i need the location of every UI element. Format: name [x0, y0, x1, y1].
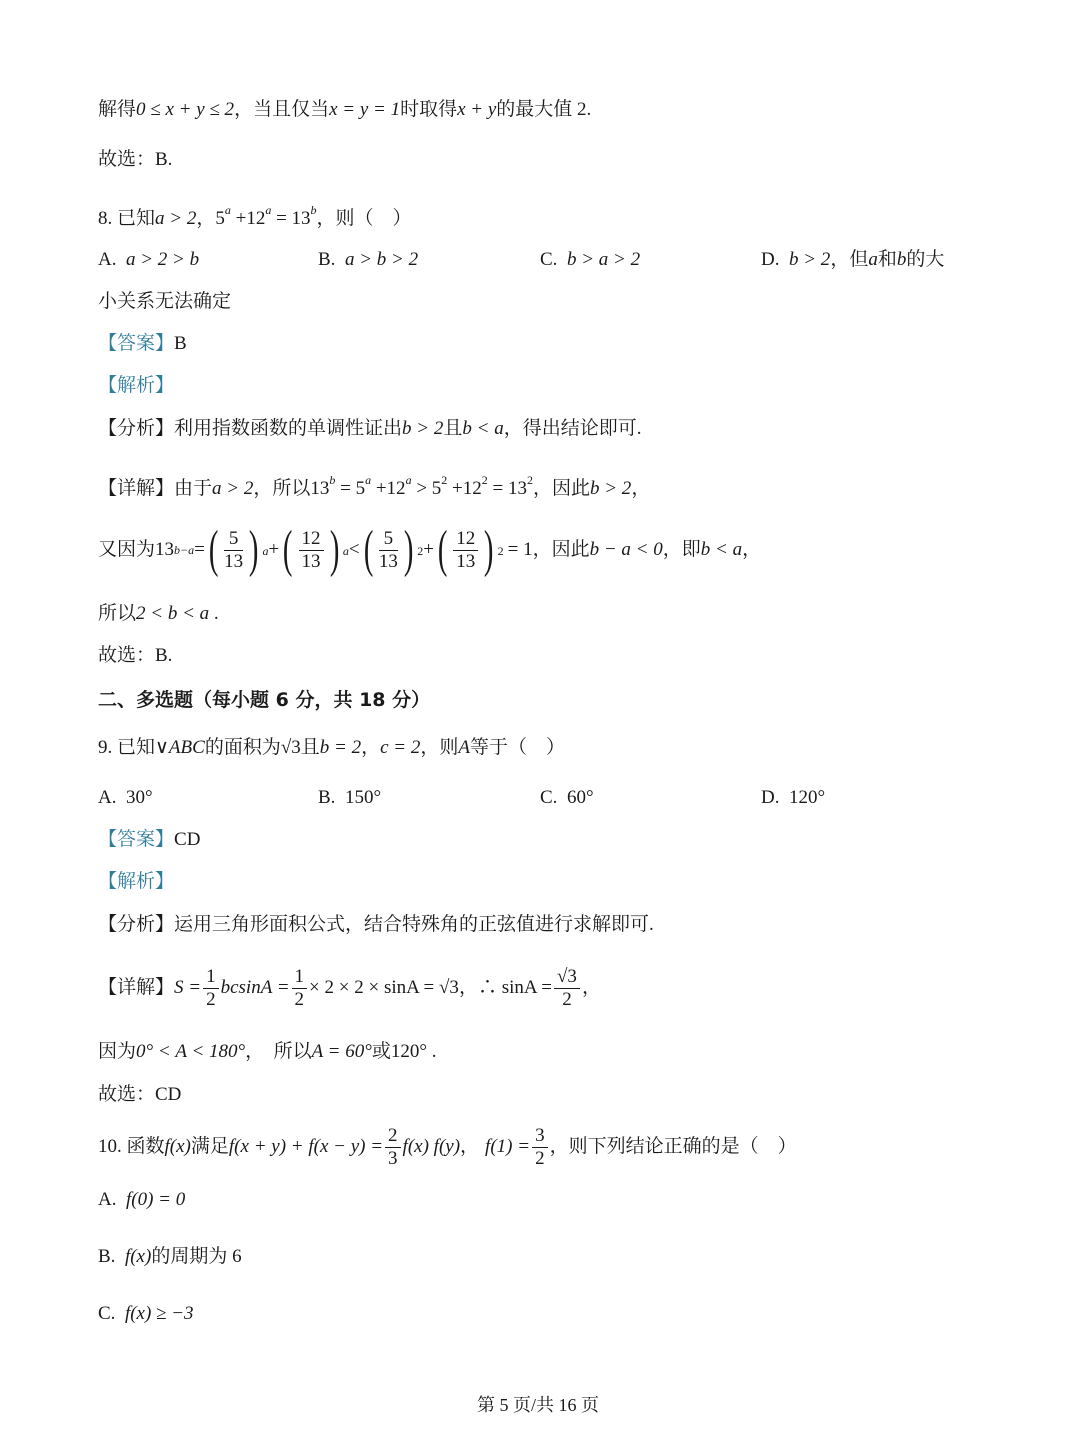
math-expression: b > 2	[402, 418, 444, 439]
option-label: B.	[318, 787, 336, 808]
fraction	[203, 966, 219, 1011]
denominator: 13	[378, 550, 398, 572]
question-9	[98, 734, 565, 762]
option-text: a > 2 > b	[125, 249, 200, 270]
left-paren: (	[437, 521, 448, 578]
math-operator: +	[268, 539, 280, 560]
option-d-continued: 小关系无法确定	[98, 291, 232, 312]
fraction	[385, 1125, 401, 1170]
left-paren: (	[283, 521, 293, 578]
option-text: b > a > 2	[566, 249, 641, 270]
math-expression: c = 2	[380, 737, 421, 758]
text: ，因此	[532, 478, 590, 499]
math-equation: x = y = 1	[329, 99, 401, 120]
text: ，	[742, 539, 762, 560]
math-exponent: a	[262, 544, 269, 558]
math-exponent: b−a	[174, 543, 195, 557]
question-number: 10. 函数	[98, 1136, 165, 1157]
answer-8	[98, 330, 187, 358]
fraction	[554, 966, 580, 1011]
option-a	[98, 246, 199, 274]
math-expression: x + y	[457, 99, 497, 120]
math: +12	[371, 478, 406, 499]
math-exponent: 2	[526, 473, 533, 487]
right-paren: )	[249, 521, 259, 578]
text: ，所以	[253, 478, 311, 499]
math: × 2 × 2 × sinA = √3	[309, 977, 459, 998]
denominator: 13	[224, 550, 244, 572]
left-paren: (	[208, 521, 219, 578]
answer-choice-line: 故选：B.	[98, 149, 173, 170]
section-heading: 二、多选题（每小题 6 分，共 18 分）	[98, 689, 431, 711]
denominator: 3	[388, 1147, 398, 1169]
question-number: 9. 已知	[98, 737, 156, 758]
text: 的最大值 2.	[496, 99, 592, 120]
numerator: 1	[203, 966, 219, 989]
text: ，即	[662, 539, 701, 560]
denominator: 2	[535, 1147, 545, 1169]
text: 满足	[190, 1136, 229, 1157]
math: bcsinA =	[220, 977, 290, 998]
option-text: b	[896, 249, 907, 270]
math-exponent: a	[342, 544, 349, 558]
math-exponent: 2	[441, 473, 448, 487]
denominator: 13	[301, 550, 321, 572]
text: ， 所以	[245, 1041, 312, 1062]
conclusion-8	[98, 600, 219, 628]
math-operator: +	[423, 539, 434, 560]
math-expression: f(x) f(y)	[402, 1136, 461, 1157]
xiangjie-9	[98, 958, 601, 1018]
text: ，当且仅当	[234, 99, 330, 120]
fraction-comparison-line	[98, 518, 761, 582]
xiangjie-tag: 【详解】	[98, 478, 175, 499]
text: ，则	[420, 737, 459, 758]
option-label: A.	[98, 1189, 117, 1210]
option-text: 的大	[906, 249, 945, 270]
option-label: A.	[98, 249, 117, 270]
option-label: D.	[761, 249, 780, 270]
option-label: C.	[98, 1303, 116, 1324]
text: ，	[196, 208, 216, 229]
math-expression: a > 2	[212, 478, 254, 499]
math-exponent: 2	[481, 473, 488, 487]
option-text: f(x)	[124, 1246, 152, 1267]
text: 运用三角形面积公式，结合特殊角的正弦值进行求解即可.	[174, 914, 654, 935]
math: S =	[174, 977, 202, 998]
text: 时取得	[400, 99, 458, 120]
option-label: B.	[318, 249, 336, 270]
math-expression: b = 2	[319, 737, 362, 758]
answer-choice-8: 故选：B.	[98, 645, 173, 666]
math-variable: A	[458, 737, 471, 758]
numerator: 12	[299, 528, 324, 551]
math-base: 5	[215, 208, 225, 229]
numerator: √3	[554, 966, 580, 989]
math-expression: f(1) =	[485, 1136, 531, 1157]
option-text: 120°	[788, 787, 826, 808]
text: ，得出结论即可.	[503, 418, 642, 439]
text: .	[209, 603, 219, 624]
fraction	[453, 528, 478, 573]
text: 或	[371, 1041, 391, 1062]
math-exponent: a	[405, 473, 412, 487]
option-c	[540, 246, 640, 274]
paren-fraction-3	[360, 519, 424, 581]
question-10	[98, 1118, 797, 1176]
math-function: f(x)	[164, 1136, 191, 1157]
numerator: 12	[453, 528, 478, 551]
right-paren: )	[329, 521, 339, 578]
math-expression: b < a	[462, 418, 504, 439]
option-d	[761, 784, 825, 812]
math-base: +12	[230, 208, 266, 229]
right-paren: )	[484, 521, 494, 578]
option-text: f(x) ≥ −3	[124, 1303, 194, 1324]
math-expression: b − a < 0	[589, 539, 663, 560]
math-expression: 120°	[390, 1041, 427, 1062]
math: = 13	[487, 478, 527, 499]
text: 且	[443, 418, 463, 439]
math-exponent: a	[265, 203, 272, 217]
math-expression: A = 60°	[311, 1041, 372, 1062]
math: = 1	[507, 539, 533, 560]
math-expression: b < a	[700, 539, 743, 560]
text: ，则下列结论正确的是（ ）	[549, 1136, 797, 1157]
option-text: 30°	[125, 787, 153, 808]
option-text: 150°	[344, 787, 382, 808]
analysis-9-tag	[98, 868, 174, 896]
option-a	[98, 1186, 185, 1214]
text: ，则（ ）	[316, 208, 412, 229]
math: =	[194, 539, 205, 560]
text: 利用指数函数的单调性证出	[174, 418, 403, 439]
text: 且	[300, 737, 320, 758]
answer-value: CD	[174, 829, 201, 850]
question-number: 8. 已知	[98, 208, 156, 229]
math-exponent: b	[329, 473, 336, 487]
option-text: 60°	[566, 787, 594, 808]
option-text: a	[868, 249, 878, 270]
fraction	[292, 966, 308, 1011]
math-expression: b > 2	[589, 478, 632, 499]
paren-fraction-4	[434, 519, 504, 581]
math: +12	[447, 478, 482, 499]
answer-9	[98, 826, 200, 854]
analysis-tag: 【解析】	[98, 871, 175, 892]
math: ，∴ sinA =	[458, 977, 552, 998]
fenxi-9	[98, 911, 654, 939]
option-c	[540, 784, 594, 812]
math-exponent: 2	[417, 544, 424, 558]
option-label: D.	[761, 787, 780, 808]
left-paren: (	[363, 521, 374, 578]
math: = 5	[335, 478, 366, 499]
answer-tag: 【答案】	[98, 829, 175, 850]
option-text: 和	[877, 249, 897, 270]
numerator: 5	[224, 528, 243, 551]
fenxi-tag: 【分析】	[98, 914, 175, 935]
denominator: 2	[294, 988, 305, 1010]
text: ，	[581, 977, 601, 998]
answer-choice-9: 故选：CD	[98, 1084, 182, 1105]
denominator: 2	[206, 988, 216, 1010]
numerator: 5	[379, 528, 398, 551]
text: 因为	[98, 1041, 137, 1062]
solution-line-1	[98, 96, 591, 124]
text: ，因此	[532, 539, 590, 560]
math-inequality: 0° < A < 180°	[136, 1041, 246, 1062]
fenxi-8	[98, 415, 641, 443]
text: .	[426, 1041, 437, 1062]
fraction	[299, 528, 324, 573]
option-label: C.	[540, 249, 558, 270]
math-exponent: 2	[497, 544, 504, 558]
xiangjie-tag: 【详解】	[98, 977, 175, 998]
fraction	[224, 528, 243, 573]
text: 又因为	[98, 539, 156, 560]
numerator: 2	[385, 1125, 401, 1148]
numerator: 1	[292, 966, 308, 989]
math-equation: f(x + y) + f(x − y) =	[228, 1136, 384, 1157]
math: > 5	[411, 478, 442, 499]
page-footer: 第 5 页/共 16 页	[476, 1395, 599, 1415]
fenxi-tag: 【分析】	[98, 418, 175, 439]
math-exponent: a	[365, 473, 372, 487]
xiangjie-8	[98, 466, 650, 503]
paren-fraction-1	[205, 519, 269, 581]
option-b	[318, 246, 418, 274]
text: 解得	[98, 99, 137, 120]
text: 的面积为	[204, 737, 281, 758]
fraction	[532, 1125, 548, 1170]
option-d	[761, 246, 944, 274]
option-text: 的周期为 6	[151, 1246, 242, 1267]
option-b	[318, 784, 381, 812]
option-text: f(0) = 0	[125, 1189, 186, 1210]
math-inequality: 0 ≤ x + y ≤ 2	[136, 99, 235, 120]
option-text: ，但	[830, 249, 869, 270]
text: ，	[631, 478, 651, 499]
math-sqrt: √3	[280, 737, 301, 758]
question-8	[98, 196, 412, 233]
math-exponent: a	[224, 203, 231, 217]
option-b	[98, 1243, 242, 1271]
math-exponent: b	[310, 203, 317, 217]
fraction	[379, 528, 398, 573]
denominator: 2	[562, 988, 572, 1010]
text: 等于（ ）	[470, 737, 566, 758]
option-label: A.	[98, 787, 117, 808]
option-label: B.	[98, 1246, 116, 1267]
option-c	[98, 1300, 194, 1328]
answer-tag: 【答案】	[98, 333, 175, 354]
denominator: 13	[456, 550, 476, 572]
option-text: b > 2	[788, 249, 831, 270]
math: 13	[310, 478, 330, 499]
numerator: 3	[532, 1125, 548, 1148]
text: ，	[460, 1136, 480, 1157]
math-expression: 2 < b < a	[136, 603, 210, 624]
text: ，	[361, 737, 381, 758]
analysis-tag: 【解析】	[98, 375, 175, 396]
option-a	[98, 784, 153, 812]
math: 13	[155, 539, 175, 560]
math-condition: a > 2	[155, 208, 197, 229]
option-text: a > b > 2	[344, 249, 419, 270]
math-triangle: ∨ABC	[155, 737, 205, 758]
angle-range-line	[98, 1038, 436, 1066]
option-label: C.	[540, 787, 558, 808]
math-base: = 13	[271, 208, 311, 229]
text: 所以	[98, 603, 137, 624]
right-paren: )	[403, 521, 414, 578]
answer-value: B	[174, 333, 187, 354]
math-operator: <	[348, 539, 360, 560]
analysis-8-tag	[98, 372, 174, 400]
text: 由于	[174, 478, 213, 499]
paren-fraction-2	[279, 519, 349, 581]
